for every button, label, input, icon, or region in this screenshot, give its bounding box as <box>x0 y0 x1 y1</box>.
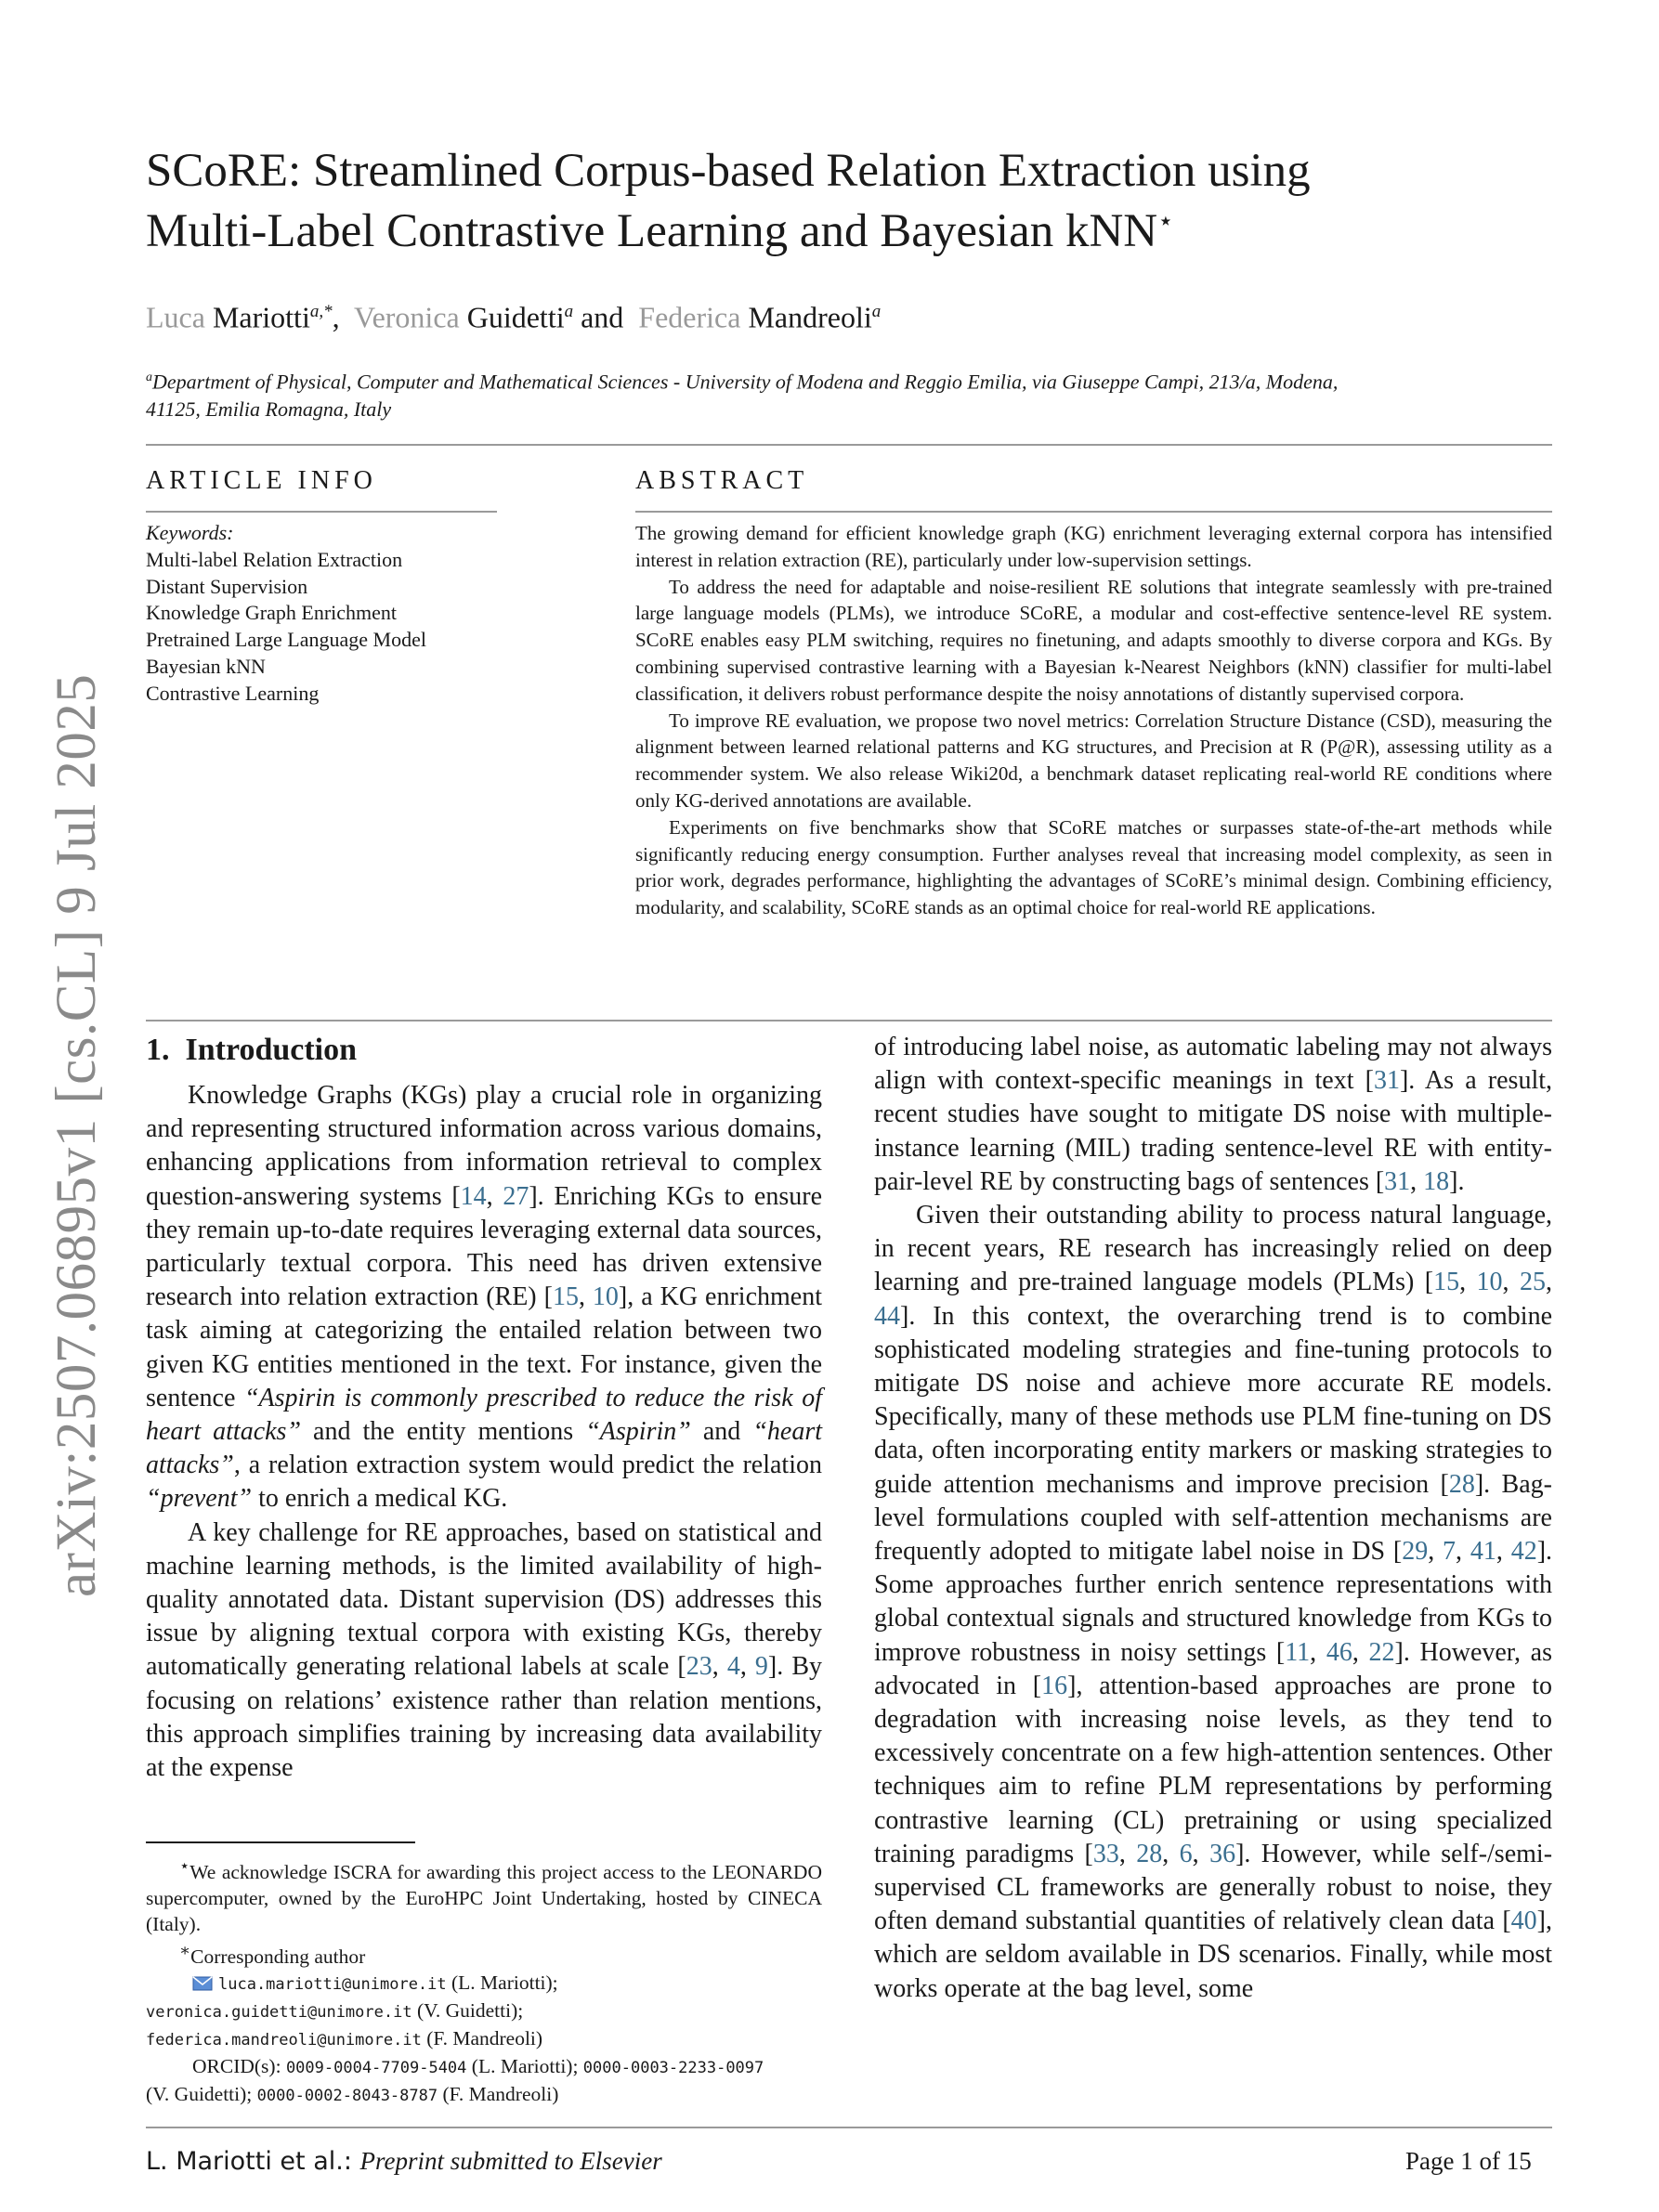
text-run: , <box>1546 1268 1552 1297</box>
author-last-name: Mariotti <box>212 300 310 334</box>
author-first-name: Federica <box>638 300 741 334</box>
citation-link[interactable]: 36 <box>1209 1839 1236 1868</box>
citation-link[interactable]: 15 <box>1433 1268 1460 1297</box>
email-footnote <box>146 1970 822 2053</box>
article-info-divider <box>146 511 497 513</box>
text-run: A key challenge for RE approaches, based on statistical and machine learning methods, is the limited availability of high-quality annotated data. Distant supervision (DS) addresses this issue by aligning textual corpora with existing KGs, thereby automatically generating relational labels at scale [ <box>146 1517 822 1682</box>
footer-divider <box>146 2127 1552 2128</box>
text-run: , <box>1162 1839 1180 1868</box>
text-run: Given their outstanding ability to process natural language, in recent years, RE research has increasingly relied on deep learning and pre-trained language models (PLMs) [ <box>874 1201 1552 1297</box>
citation-link[interactable]: 18 <box>1423 1166 1450 1196</box>
text-run: , <box>1496 1537 1511 1567</box>
citation-link[interactable]: 15 <box>552 1282 579 1312</box>
header-divider <box>146 444 1552 446</box>
text-run: , <box>578 1282 593 1312</box>
text-run: , <box>1192 1839 1210 1868</box>
section-heading <box>146 1033 357 1068</box>
abstract-paragraph: Experiments on five benchmarks show that SCoRE matches or surpasses state-of-the-art methods while significantly reducing energy consumption. Further analyses reveal that increasing model complexity, as seen in prior work, degrades performance, highlighting the advantages of SCoRE’s minimal design. Combining efficiency, modularity, and scalability, SCoRE stands as an optimal choice for real-world RE applications. <box>635 815 1552 919</box>
intro-paragraph-3 <box>874 1031 1552 1199</box>
relation-label: “prevent” <box>146 1484 253 1514</box>
citation-link[interactable]: 7 <box>1443 1537 1457 1567</box>
keyword-item: Bayesian kNN <box>146 654 266 678</box>
title-star-mark: ⋆ <box>1157 207 1174 236</box>
text-run: ]. Bag-level formulations coupled with self-attention mechanisms are frequently adopted to mitigate label noise in DS [ <box>874 1469 1552 1567</box>
orcid-owner: (V. Guidetti); <box>146 2083 253 2106</box>
citation-link[interactable]: 33 <box>1092 1839 1119 1868</box>
citation-link[interactable]: 31 <box>1373 1066 1400 1096</box>
text-run: ]. In this context, the overarching trend is to combine sophisticated modeling strategies and fine-tuning protocols to mitigate DS noise and achieve more accurate RE models. Specifically, many of these methods use PLM fine-tuning on DS data, often incorporating entity markers or masking strategies to guide attention mechanisms and improve precision [ <box>874 1301 1552 1499</box>
citation-link[interactable]: 16 <box>1041 1671 1068 1700</box>
text-run: ], a KG enrichment task aiming at categorizing the entailed relation between two given KG entities mentioned in the text. For instance, given the sentence <box>146 1282 823 1412</box>
author-affil-mark: a <box>564 302 574 321</box>
footer-authors: L. Mariotti et al.: <box>146 2147 352 2176</box>
citation-link[interactable]: 27 <box>503 1181 529 1211</box>
footer-venue: Preprint submitted to Elsevier <box>359 2147 662 2175</box>
entity-mention: “heart attacks” <box>146 1417 822 1480</box>
citation-link[interactable]: 28 <box>1448 1469 1475 1499</box>
text-run: , <box>1456 1537 1470 1567</box>
keywords-label: Keywords: <box>146 521 234 544</box>
abstract-bottom-divider <box>146 1020 1552 1021</box>
text-run: , <box>1118 1839 1137 1868</box>
text-run: , <box>1459 1268 1477 1297</box>
affiliation <box>146 364 1372 423</box>
citation-link[interactable]: 46 <box>1326 1637 1352 1667</box>
author-affil-mark: a <box>871 302 882 321</box>
authors-and: and <box>581 300 624 334</box>
section-title: Introduction <box>185 1033 358 1067</box>
email-link[interactable]: luca.mariotti@unimore.it <box>218 1975 447 1995</box>
page-number: Page 1 of 15 <box>1405 2147 1532 2175</box>
orcid-id[interactable]: 0000-0002-8043-8787 <box>256 2087 438 2106</box>
text-run: , <box>1352 1637 1369 1667</box>
orcid-id[interactable]: 0009-0004-7709-5404 <box>285 2059 467 2078</box>
text-run: of introducing label noise, as automatic labeling may not always align with context-specific meanings in text [ <box>874 1033 1552 1096</box>
title-line-2: Multi-Label Contrastive Learning and Bayesian kNN <box>146 205 1158 257</box>
abstract-heading: ABSTRACT <box>635 466 809 495</box>
citation-link[interactable]: 31 <box>1384 1166 1411 1196</box>
text-run: ]. However, as advocated in [ <box>874 1637 1552 1700</box>
corresponding-footnote <box>146 1937 822 1970</box>
left-column <box>146 1079 822 1785</box>
text-run: and the entity mentions <box>301 1417 586 1447</box>
citation-link[interactable]: 23 <box>686 1652 712 1682</box>
text-run: ], attention-based approaches are prone to degradation with increasing noise levels, as they tend to excessively concentrate on a few high-attention sentences. Other techniques aim to refine PLM representations by performing contrastive learning (CL) pretraining or using specialized training paradigms [ <box>874 1671 1553 1868</box>
article-info-heading: ARTICLE INFO <box>146 466 377 495</box>
author-affil-mark: a,* <box>309 302 333 321</box>
text-run: , <box>1410 1166 1424 1196</box>
orcid-owner: (F. Mandreoli) <box>442 2083 559 2106</box>
keyword-item: Contrastive Learning <box>146 681 320 705</box>
keyword-item: Multi-label Relation Extraction <box>146 547 403 571</box>
email-owner: (L. Mariotti); <box>451 1971 558 1995</box>
text-run: Knowledge Graphs (KGs) play a crucial role in organizing and representing structured information across various domains, enhancing applications from information retrieval to complex question-answering systems [ <box>146 1081 822 1211</box>
abstract-paragraph: To address the need for adaptable and noise-resilient RE solutions that integrate seamlessly with pre-trained large language models (PLMs), we introduce SCoRE, a modular and cost-effective sentence-level RE system. SCoRE enables easy PLM switching, requires no finetuning, and adapts smoothly to diverse corpora and KGs. By combining supervised contrastive learning with a Bayesian k-Nearest Neighbors (kNN) classifier for multi-label classification, it delivers robust performance despite the noisy annotations of distantly supervised corpora. <box>635 575 1552 705</box>
affiliation-mark: a <box>146 371 152 384</box>
citation-link[interactable]: 11 <box>1285 1637 1311 1667</box>
citation-link[interactable]: 6 <box>1179 1839 1193 1868</box>
orcid-owner: (L. Mariotti); <box>471 2055 579 2078</box>
footnotes <box>146 1853 822 2109</box>
section-number: 1. <box>146 1033 170 1067</box>
paper-title <box>146 141 1446 262</box>
citation-link[interactable]: 28 <box>1136 1839 1163 1868</box>
abstract-paragraph: To improve RE evaluation, we propose two novel metrics: Correlation Structure Distance (CSD), measuring the alignment between learned relational patterns and KG structures, and Precision at R (P@R), assessing utility as a recommender system. We also release Wiki20d, a benchmark dataset replicating real-world RE conditions where only KG-derived annotations are available. <box>635 709 1552 812</box>
abstract-paragraph: The growing demand for efficient knowledge graph (KG) enrichment leveraging external corpora has intensified interest in relation extraction (RE), particularly under low-supervision settings. <box>635 522 1552 571</box>
keywords-block <box>146 520 499 708</box>
entity-mention: “Aspirin” <box>585 1417 691 1447</box>
abstract-divider <box>635 511 1552 513</box>
email-link[interactable]: veronica.guidetti@unimore.it <box>146 2003 412 2023</box>
funding-footnote <box>146 1853 822 1937</box>
citation-link[interactable]: 9 <box>754 1652 768 1682</box>
keyword-item: Pretrained Large Language Model <box>146 628 426 652</box>
text-run: , <box>1502 1268 1520 1297</box>
right-column <box>874 1031 1552 2006</box>
text-run: to enrich a medical KG. <box>252 1484 508 1514</box>
citation-link[interactable]: 14 <box>460 1181 487 1211</box>
citation-link[interactable]: 29 <box>1402 1537 1429 1567</box>
email-owner: (V. Guidetti); <box>416 1999 524 2023</box>
orcid-id[interactable]: 0000-0003-2233-0097 <box>582 2059 764 2078</box>
footnote-corr-mark: ∗ <box>179 1941 191 1960</box>
text-run: , a relation extraction system would predict the relation <box>233 1451 822 1480</box>
footnote-rule <box>146 1841 415 1843</box>
title-line-1: SCoRE: Streamlined Corpus-based Relation Extraction using <box>146 145 1311 197</box>
text-run: , <box>739 1652 755 1682</box>
citation-link[interactable]: 4 <box>726 1652 740 1682</box>
author-first-name: Veronica <box>354 300 460 334</box>
author-first-name: Luca <box>146 300 205 334</box>
abstract-body <box>635 520 1552 921</box>
corresponding-text: Corresponding author <box>190 1945 366 1969</box>
citation-link[interactable]: 41 <box>1470 1537 1496 1567</box>
text-run: ]. By focusing on relations’ existence rather than relation mentions, this approach simplifies training by increasing data availability at the expense <box>146 1652 823 1783</box>
text-run: ], which are seldom available in DS scenarios. Finally, while most works operate at the bag level, some <box>874 1906 1552 2003</box>
funding-text: We acknowledge ISCRA for awarding this project access to the LEONARDO supercomputer, owned by the EuroHPC Joint Undertaking, hosted by CINECA (Italy). <box>146 1861 822 1936</box>
affiliation-text: Department of Physical, Computer and Mathematical Sciences - University of Modena and Reggio Emilia, via Giuseppe Campi, 213/a, Modena, 41125, Emilia Romagna, Italy <box>146 370 1339 422</box>
example-sentence: “Aspirin is commonly prescribed to reduce the risk of heart attacks” <box>146 1383 822 1447</box>
text-run: , <box>1310 1637 1326 1667</box>
text-run: and <box>690 1417 753 1447</box>
email-owner: (F. Mandreoli) <box>426 2027 543 2050</box>
keyword-item: Knowledge Graph Enrichment <box>146 601 398 625</box>
citation-link[interactable]: 40 <box>1510 1906 1537 1936</box>
intro-paragraph-1 <box>146 1079 822 1516</box>
text-run: ]. As a result, recent studies have sought to mitigate DS noise with multiple-instance learning (MIL) trading sentence-level RE with entity-pair-level RE by constructing bags of sentences [ <box>874 1066 1553 1196</box>
citation-link[interactable]: 44 <box>874 1301 900 1331</box>
author-last-name: Guidetti <box>466 300 565 334</box>
orcid-footnote <box>146 2053 822 2109</box>
text-run: ]. Some approaches further enrich sentence representations with global contextual signals and structured knowledge from KGs to improve robustness in noisy settings [ <box>874 1537 1553 1667</box>
email-link[interactable]: federica.mandreoli@unimore.it <box>146 2031 422 2050</box>
keyword-item: Distant Supervision <box>146 574 308 598</box>
footnote-star-mark: ⋆ <box>179 1856 190 1875</box>
citation-link[interactable]: 10 <box>592 1282 619 1312</box>
text-run: ]. However, while self-/semi-supervised CL frameworks are generally robust to noise, they often demand substantial quantities of relatively clean data [ <box>874 1839 1553 1936</box>
citation-link[interactable]: 42 <box>1510 1537 1537 1567</box>
text-run: , <box>1428 1537 1443 1567</box>
text-run: , <box>486 1181 503 1211</box>
orcid-label: ORCID(s): <box>192 2055 281 2078</box>
intro-paragraph-4 <box>874 1199 1552 2006</box>
footer-citation <box>146 2147 662 2176</box>
text-run: ]. Enriching KGs to ensure they remain up-to-date requires leveraging external data sources, particularly textual corpora. This need has driven extensive research into relation extraction (RE) [ <box>146 1181 822 1312</box>
envelope-icon <box>192 1975 213 1991</box>
arxiv-sidebar-stamp: arXiv:2507.06895v1 [cs.CL] 9 Jul 2025 <box>46 673 108 1597</box>
citation-link[interactable]: 25 <box>1520 1268 1546 1297</box>
author-last-name: Mandreoli <box>748 300 872 334</box>
citation-link[interactable]: 22 <box>1368 1637 1395 1667</box>
text-run: ]. <box>1449 1166 1465 1196</box>
citation-link[interactable]: 10 <box>1476 1268 1503 1297</box>
intro-paragraph-2 <box>146 1516 822 1786</box>
author-list: Luca Mariotti$^{a,*}$, Veronica Guidetti$^a$ and Federica Mandreoli$^a$ <box>146 300 882 334</box>
text-run: , <box>712 1652 727 1682</box>
